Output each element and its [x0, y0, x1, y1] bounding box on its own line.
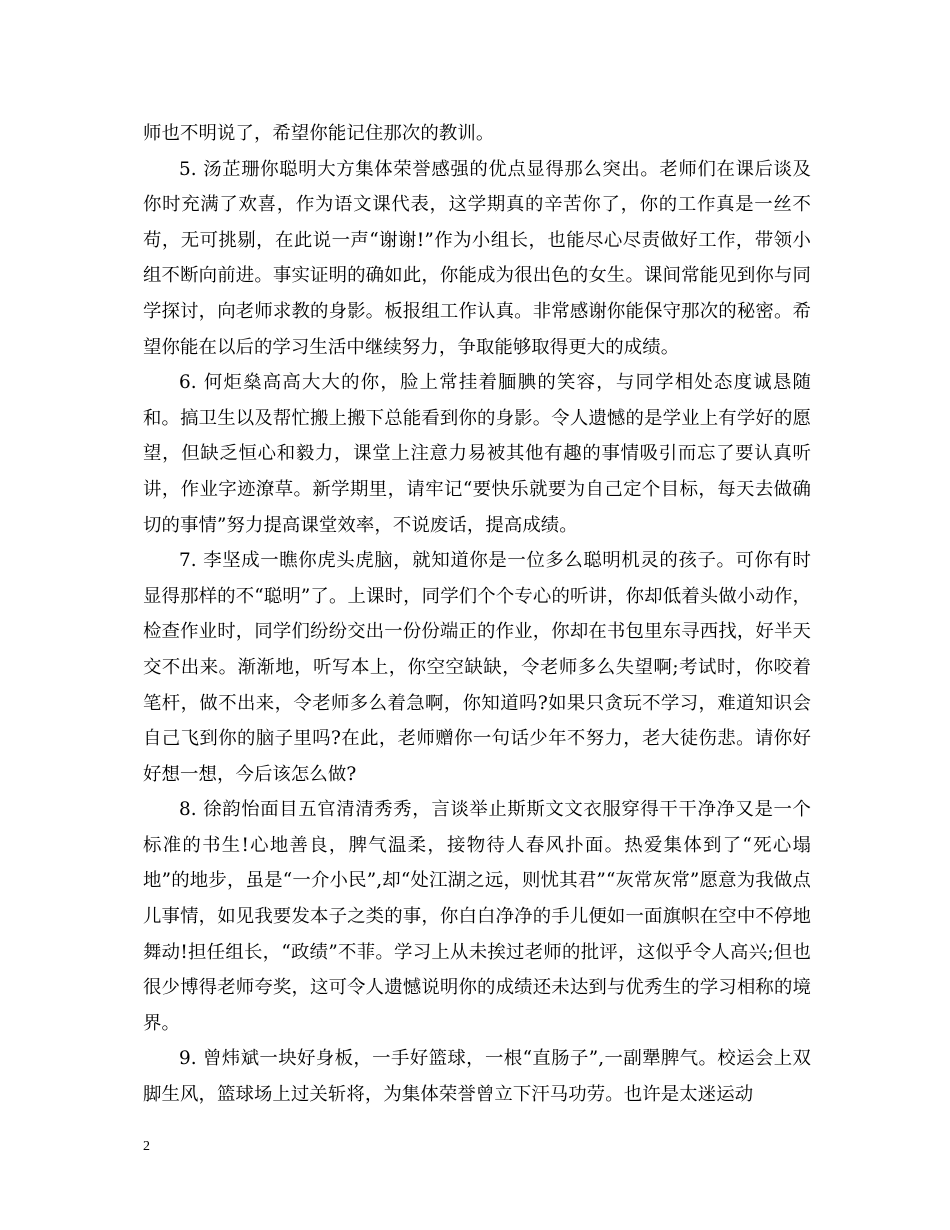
paragraph-item-9: 9. 曾炜斌一块好身板，一手好篮球，一根“直肠子”,一副犟脾气。校运会上双脚生风，篮球场上过关斩将，为集体荣誉曾立下汗马功劳。也许是太迷运动 [143, 1048, 811, 1106]
paragraph-item-7: 7. 李坚成一瞧你虎头虎脑，就知道你是一位多么聪明机灵的孩子。可你有时显得那样的不“聪明”了。上课时，同学们个个专心的听讲，你却低着头做小动作，检查作业时，同学们纷纷交出一份份端正的作业，你却在书包里东寻西找，好半天交不出来。渐渐地，听写本上，你空空缺缺，令老师多么失望啊;考试时，你咬着笔杆，做不出来，令老师多么着急啊，你知道吗?如果只贪玩不学习，难道知识会自己飞到你的脑子里吗?在此，老师赠你一句话少年不努力，老大徒伤悲。请你好好想一想，今后该怎么做? [143, 550, 811, 785]
paragraph-continuation: 师也不明说了，希望你能记住那次的教训。 [143, 123, 495, 144]
paragraph-item-6: 6. 何炬燊高高大大的你，脸上常挂着腼腆的笑容，与同学相处态度诚恳随和。搞卫生以及帮忙搬上搬下总能看到你的身影。令人遗憾的是学业上有学好的愿望，但缺乏恒心和毅力，课堂上注意力易被其他有趣的事情吸引而忘了要认真听讲，作业字迹潦草。新学期里，请牢记“要快乐就要为自己定个目标，每天去做确切的事情”努力提高课堂效率，不说废话，提高成绩。 [143, 372, 811, 536]
paragraph-item-8: 8. 徐韵怡面目五官清清秀秀，言谈举止斯斯文文衣服穿得干干净净又是一个标准的书生!心地善良，脾气温柔，接物待人春风扑面。热爱集体到了“死心塌地”的地步，虽是“一介小民”,却“处江湖之远，则忧其君”“灰常灰常”愿意为我做点儿事情，如见我要发本子之类的事，你白白净净的手儿便如一面旗帜在空中不停地舞动!担任组长，“政绩”不菲。学习上从未挨过老师的批评，这似乎令人高兴;但也很少博得老师夸奖，这可令人遗憾说明你的成绩还未达到与优秀生的学习相称的境界。 [143, 799, 811, 1034]
paragraph-item-5: 5. 汤芷珊你聪明大方集体荣誉感强的优点显得那么突出。老师们在课后谈及你时充满了欢喜，作为语文课代表，这学期真的辛苦你了，你的工作真是一丝不苟，无可挑剔，在此说一声“谢谢!”作为小组长，也能尽心尽责做好工作，带领小组不断向前进。事实证明的确如此，你能成为很出色的女生。课间常能见到你与同学探讨，向老师求教的身影。板报组工作认真。非常感谢你能保守那次的秘密。希望你能在以后的学习生活中继续努力，争取能够取得更大的成绩。 [143, 158, 811, 358]
page-number: 2 [143, 1139, 150, 1154]
document-body [143, 116, 811, 1113]
